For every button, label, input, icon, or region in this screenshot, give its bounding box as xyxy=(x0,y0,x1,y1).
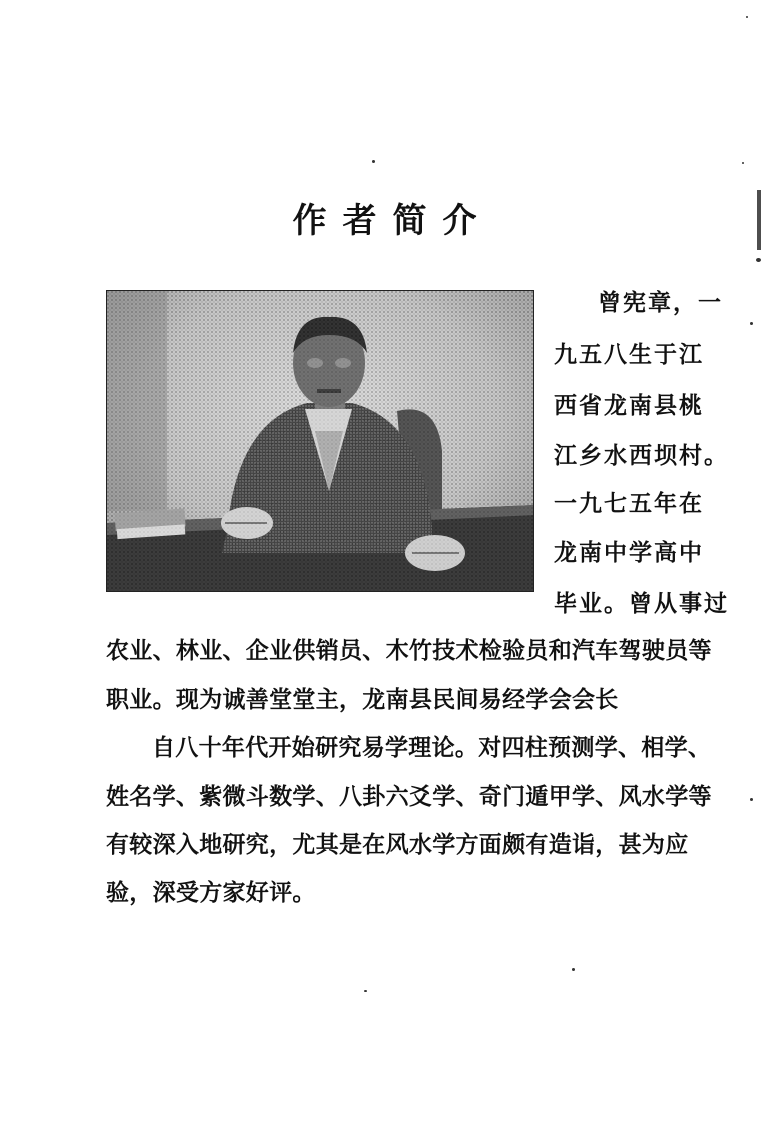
scan-speck xyxy=(572,968,575,971)
scan-edge-mark xyxy=(757,190,761,250)
side-text-line: 西省龙南县桃 xyxy=(554,392,704,419)
scan-speck xyxy=(746,16,748,18)
side-text-line: 九五八生于江 xyxy=(554,341,704,368)
side-text-line: 曾宪章，一 xyxy=(598,289,723,316)
body-text-line: 自八十年代开始研究易学理论。对四柱预测学、相学、 xyxy=(152,734,712,761)
side-text-line: 江乡水西坝村。 xyxy=(554,442,729,469)
body-text-line: 农业、林业、企业供销员、木竹技术检验员和汽车驾驶员等 xyxy=(106,637,712,664)
side-text-line: 一九七五年在 xyxy=(554,490,704,517)
scan-speck xyxy=(372,160,375,163)
scan-speck xyxy=(364,990,367,992)
scan-speck xyxy=(742,162,744,164)
body-text-line: 有较深入地研究，尤其是在风水学方面颇有造诣，甚为应 xyxy=(106,831,689,858)
side-text-line: 龙南中学高中 xyxy=(554,539,704,566)
page-title: 作者简介 xyxy=(292,201,493,241)
author-photo xyxy=(106,290,534,592)
body-text-line: 验，深受方家好评。 xyxy=(106,879,316,906)
body-text-line: 姓名学、紫微斗数学、八卦六爻学、奇门遁甲学、风水学等 xyxy=(106,783,712,810)
scan-speck xyxy=(750,322,753,325)
scan-speck xyxy=(756,258,761,262)
scan-speck xyxy=(750,798,753,801)
side-text-line: 毕业。曾从事过 xyxy=(554,590,729,617)
body-text-line: 职业。现为诚善堂堂主，龙南县民间易经学会会长 xyxy=(106,686,619,713)
